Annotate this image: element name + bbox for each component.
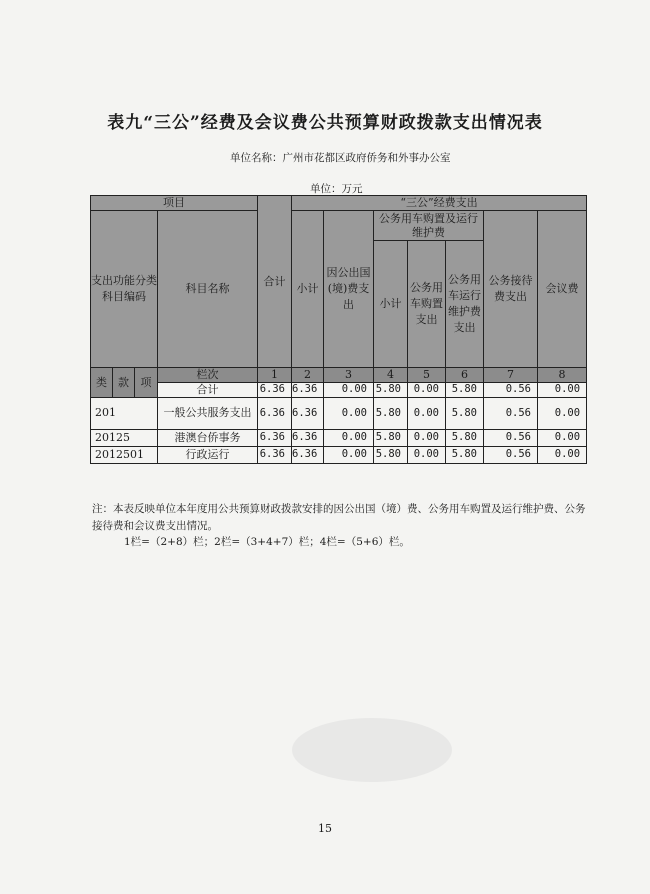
header-reception: 公务接待费支出	[484, 211, 538, 368]
cell-value: 5.80	[374, 429, 408, 446]
cell-value: 6.36	[292, 446, 324, 463]
cell-value: 0.00	[538, 397, 587, 429]
col-number: 4	[374, 368, 408, 383]
row-code: 201	[91, 397, 158, 429]
table-title: 表九“三公”经费及会议费公共预算财政拨款支出情况表	[107, 113, 543, 133]
row-name: 港澳台侨事务	[158, 429, 258, 446]
header-lei: 类	[91, 368, 113, 398]
unit-name: 单位名称：广州市花都区政府侨务和外事办公室	[230, 152, 451, 164]
cell-value: 5.80	[446, 429, 484, 446]
cell-value: 6.36	[292, 429, 324, 446]
cell-value: 0.00	[324, 446, 374, 463]
table-row	[91, 429, 587, 446]
header-vehicle-subtotal: 小计	[374, 241, 408, 368]
cell-value: 0.56	[484, 429, 538, 446]
col-number: 1	[258, 368, 292, 383]
col-number: 6	[446, 368, 484, 383]
cell-value: 0.00	[324, 429, 374, 446]
table-row	[91, 446, 587, 463]
header-meeting: 会议费	[538, 211, 587, 368]
cell-value: 0.00	[324, 397, 374, 429]
cell-value: 6.36	[292, 382, 324, 397]
faded-stamp	[292, 718, 452, 782]
table-row	[91, 397, 587, 429]
row-code: 2012501	[91, 446, 158, 463]
header-project: 项目	[91, 196, 258, 211]
cell-value: 6.36	[258, 397, 292, 429]
header-func-code: 支出功能分类科目编码	[91, 211, 158, 368]
row-code: 20125	[91, 429, 158, 446]
cell-value: 0.00	[408, 382, 446, 397]
cell-value: 6.36	[258, 446, 292, 463]
header-vehicle-purchase: 公务用车购置支出	[408, 241, 446, 368]
cell-value: 5.80	[446, 397, 484, 429]
page-number: 15	[318, 822, 332, 835]
cell-value: 0.00	[538, 429, 587, 446]
header-vehicle-operation: 公务用车运行维护费支出	[446, 241, 484, 368]
cell-value: 0.56	[484, 382, 538, 397]
cell-value: 0.00	[538, 382, 587, 397]
cell-value: 5.80	[374, 397, 408, 429]
cell-value: 0.56	[484, 446, 538, 463]
col-number: 5	[408, 368, 446, 383]
header-sangong: “三公”经费支出	[292, 196, 587, 211]
row-name: 一般公共服务支出	[158, 397, 258, 429]
header-subject-name: 科目名称	[158, 211, 258, 368]
header-abroad: 因公出国(境)费支出	[324, 211, 374, 368]
cell-value: 6.36	[292, 397, 324, 429]
col-number: 2	[292, 368, 324, 383]
header-vehicle-group: 公务用车购置及运行维护费	[374, 211, 484, 241]
header-total: 合计	[258, 196, 292, 368]
unit-label: 单位：万元	[310, 183, 363, 195]
cell-value: 0.00	[408, 429, 446, 446]
cell-value: 0.00	[408, 397, 446, 429]
cell-value: 6.36	[258, 382, 292, 397]
cell-value: 5.80	[446, 382, 484, 397]
col-number: 8	[538, 368, 587, 383]
cell-value: 0.00	[408, 446, 446, 463]
row-name: 合计	[158, 382, 258, 397]
header-subtotal: 小计	[292, 211, 324, 368]
cell-value: 5.80	[446, 446, 484, 463]
table-note: 注：本表反映单位本年度用公共预算财政拨款安排的因公出国（境）费、公务用车购置及运行维护费、公务接待费和会议费支出情况。	[92, 503, 586, 532]
col-number: 3	[324, 368, 374, 383]
header-xiang: 项	[135, 368, 158, 398]
budget-table	[90, 195, 587, 464]
cell-value: 0.56	[484, 397, 538, 429]
cell-value: 6.36	[258, 429, 292, 446]
col-number: 7	[484, 368, 538, 383]
cell-value: 0.00	[538, 446, 587, 463]
row-name: 行政运行	[158, 446, 258, 463]
cell-value: 0.00	[324, 382, 374, 397]
column-formula: 1栏=（2+8）栏；2栏=（3+4+7）栏；4栏=（5+6）栏。	[124, 536, 410, 548]
column-label: 栏次	[158, 368, 258, 383]
cell-value: 5.80	[374, 446, 408, 463]
cell-value: 5.80	[374, 382, 408, 397]
table-row	[91, 382, 587, 397]
header-kuan: 款	[113, 368, 135, 398]
